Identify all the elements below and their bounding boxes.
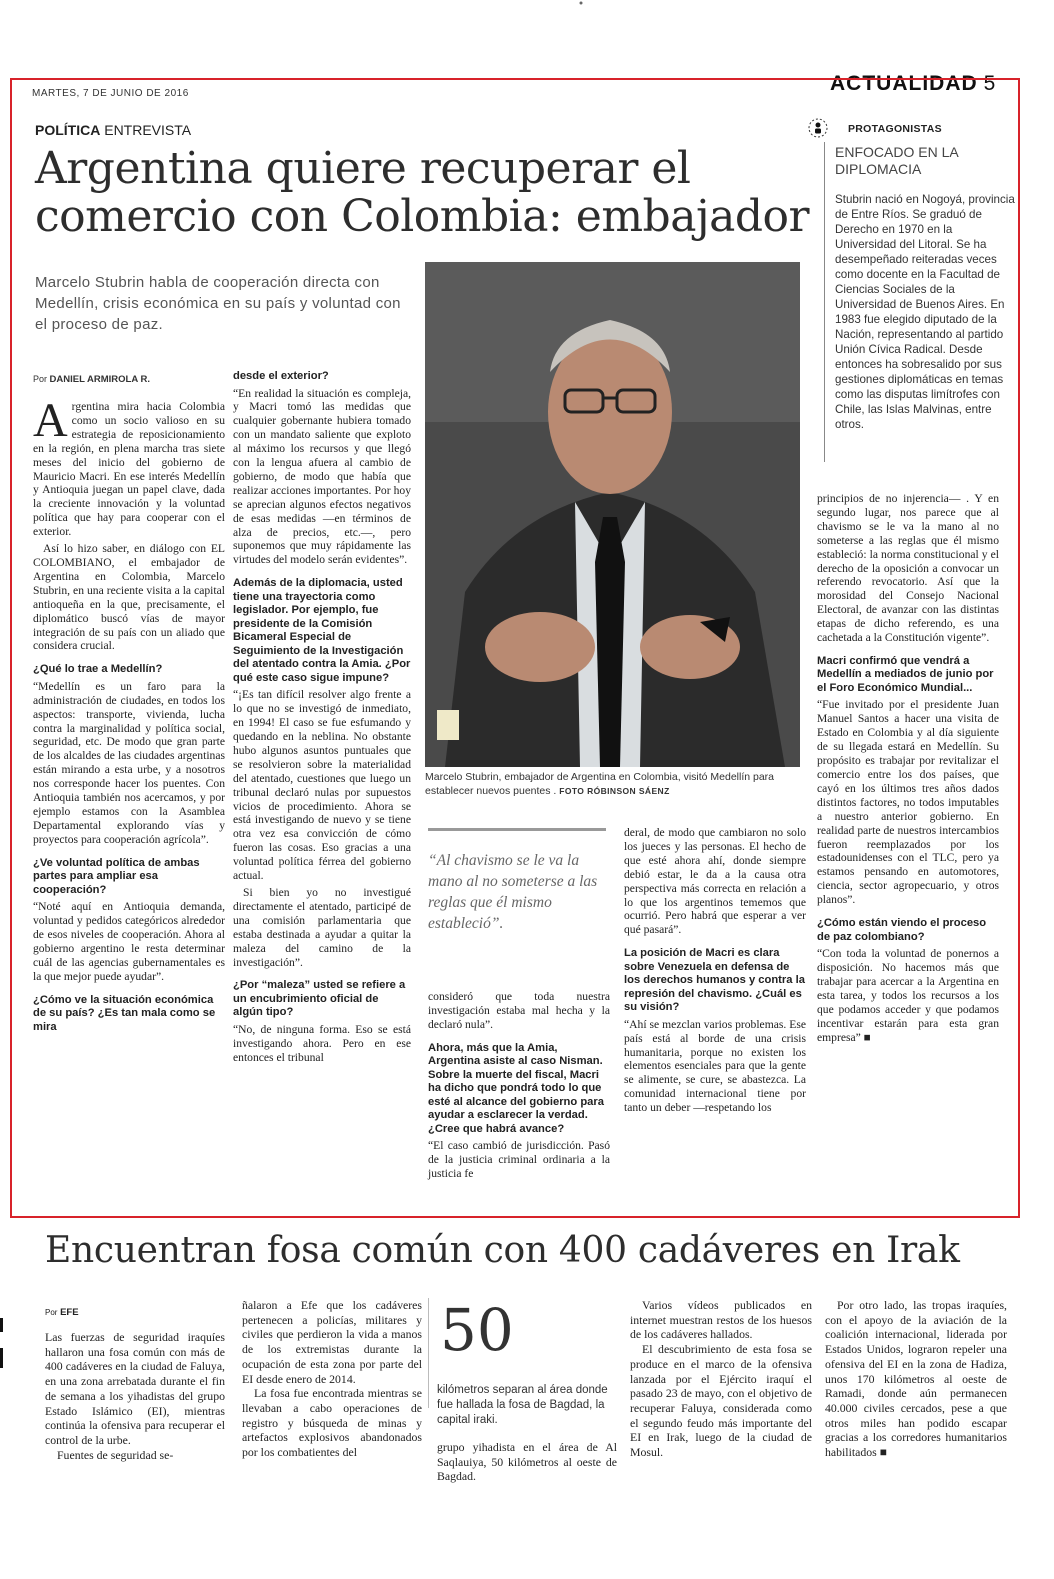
headline-line-1: Argentina quiere recuperar el [35, 143, 691, 194]
byline-author: DANIEL ARMIROLA R. [49, 374, 150, 385]
fact-box-rule [428, 1298, 429, 1408]
pullquote-rule [428, 828, 606, 831]
byline-author: EFE [60, 1307, 79, 1318]
paragraph: Por otro lado, las tropas iraquíes, con el apoyo de la aviación de la coalición internacional, liderada por Estados Unidos, lograron repeler una ofensiva del EI en la zona de Hadiza, unos 170 kilómetros al oeste de Ramadi, donde aún permanecen 40.000 civiles cercados, pese a que otros miles han podido escapar gracias a los corredores humanitarios habilitados ■ [825, 1298, 1007, 1460]
interview-answer: Si bien yo no investigué directamente el atentado, participé de una comisión parlamentaria que estaba destinada a ayudar a quitar la maleza del camino de la investigación”. [233, 885, 411, 969]
section-name: ACTUALIDAD [830, 72, 978, 95]
paragraph: La fosa fue encontrada mientras se llevaban a cabo operaciones de registro y búsqueda de minas y artefactos explosivos abandonados por los combatientes del [242, 1386, 422, 1460]
article-headline [35, 145, 810, 241]
interview-question: desde el exterior? [233, 370, 329, 382]
article-byline [33, 374, 150, 385]
scan-edge-mark [0, 1348, 3, 1368]
article2-byline [45, 1307, 79, 1318]
article2-column-5 [825, 1298, 1007, 1460]
kicker-type: ENTREVISTA [104, 122, 192, 138]
sidebar-rule [824, 142, 825, 462]
interview-answer: consideró que toda nuestra investigación estaba mal hecha y la declaró nula”. [428, 990, 610, 1031]
article-kicker [35, 122, 191, 138]
paragraph: Fuentes de seguridad se- [57, 1447, 174, 1462]
scan-mark [578, 0, 584, 6]
interview-answer: deral, de modo que cambiaron no solo los jueces y las personas. El hecho de que esté ahora ahí, donde siempre debió estar, le da a la causa otra perspectiva más correcta en relación a lo que los argentinos tememos que ocurrió. Pero habrá que esperar a ver qué pasará”. [624, 826, 806, 937]
interview-answer: “Ahí se mezclan varios problemas. Ese país está al borde de una crisis humanitaria, porque no existen los elementos esenciales para que la gente se alimente, se cure, se abastezca. La comunidad internacional tiene por tanto un deber —respetando los [624, 1017, 806, 1115]
article2-column-2 [242, 1298, 422, 1460]
photo-credit: FOTO RÓBINSON SÁENZ [559, 786, 670, 796]
interview-question: Ahora, más que la Amia, Argentina asiste al caso Nisman. Sobre la muerte del fiscal, Macri ha dicho que pondrá todo lo que esté al alcance del gobierno para ayudar a esclarecer la verdad. ¿Cree que habrá avance? [428, 1041, 604, 1135]
article-photo [425, 262, 800, 767]
drop-cap: A [33, 394, 68, 447]
paragraph: grupo yihadista en el área de Al Saqlauiya, 50 kilómetros al oeste de Bagdad. [437, 1440, 617, 1484]
interview-answer: “En realidad la situación es compleja, y Macri tomó las medidas que cualquier gobernante hubiera tomado con un mandato saliente que exploto al máximo los recursos y que llegó con la lengua afuera al cambio de gobierno, de modo que había que realizar acciones importantes. Por hoy se aprecian algunos efectos negativos de esas medidas —en términos de alza de precios, etc.—, pero suponemos que muy rápidamente las virtudes del modelo serán evidentes”. [233, 386, 411, 567]
end-mark: ■ [879, 1445, 887, 1460]
person-icon [808, 118, 828, 138]
interview-answer: principios de no injerencia— . Y en segundo lugar, nos parece que al chavismo se le va la mano al no someterse a las reglas que él mismo estableció: la norma constitucional y el derecho de la oposición a convocar un referendo revocatorio. Así que la morosidad del Consejo Nacional Electoral, de avanzar con las distintas etapas de dicho referendo, es una cachetada a la Constitución vigente”. [817, 492, 999, 645]
article-column-5 [817, 492, 999, 1047]
pullquote: “Al chavismo se le va la mano al no someterse a las reglas que él mismo estableció”. [428, 852, 598, 932]
article-deck: Marcelo Stubrin habla de cooperación directa con Medellín, crisis económica en su país y voluntad con el proceso de paz. [35, 274, 401, 333]
paragraph: Así lo hizo saber, en diálogo con EL COLOMBIANO, el embajador de Argentina en Colombia, Marcelo Stubrin, en una reciente visita a la capital antioqueña en la que, precisamente, el diplomático buscó vías de mayor integración de su país con un aliado que considera crucial. [33, 542, 225, 653]
article-column-3 [428, 990, 610, 1184]
kicker-category: POLÍTICA [35, 122, 101, 138]
interview-question: Además de la diplomacia, usted tiene una trayectoria como legislador. Por ejemplo, fue presidente de la Comisión Bicameral Especial de Seguimiento de la Investigación del atentado contra la Amia. ¿Por qué este caso sigue impune? [233, 577, 411, 684]
sidebar-body: Stubrin nació en Nogoyá, provincia de Entre Ríos. Se graduó de Derecho en 1970 en la Universidad del Litoral. Se ha desempeñado reiteradas veces como docente en la Facultad de Ciencias Sociales de la Universidad de Buenos Aires. En 1983 fue elegido diputado de la Nación, representando al partido Unión Cívica Radical. Desde entonces ha sobresalido por sus gestiones diplomáticas en temas como las disputas limítrofes con Chile, las Islas Malvinas, entre otros. [835, 193, 1015, 431]
article-column-4 [624, 826, 806, 1118]
interview-question: ¿Cómo están viendo el proceso de paz colombiano? [817, 917, 987, 943]
article-column-1 [33, 394, 225, 1037]
photo-portrait [425, 262, 800, 767]
interview-answer: “Noté aquí en Antioquia demanda, voluntad y pedidos categóricos alrededor de esos niveles de cooperación. Ahora al gobierno argentino le resta determinar cuál de las agencias gubernamentales es la que mejor puede ayudar”. [33, 900, 225, 983]
interview-question: ¿Ve voluntad política de ambas partes para ampliar esa cooperación? [33, 856, 200, 896]
paragraph: Varios vídeos publicados en internet muestran restos de los huesos de los cadáveres hallados. [630, 1298, 812, 1342]
fact-number: 50 [440, 1296, 514, 1364]
interview-answer: “El caso cambió de jurisdicción. Pasó de la justicia criminal ordinaria a la justicia fe [428, 1139, 610, 1181]
photo-caption [425, 770, 800, 798]
byline-prefix: Por [45, 1308, 58, 1317]
sidebar-title: ENFOCADO EN LA DIPLOMACIA [835, 144, 958, 177]
caption-text: Marcelo Stubrin, embajador de Argentina en Colombia, visitó Medellín para establecer nuevos puentes . [425, 771, 775, 797]
paragraph: ñalaron a Efe que los cadáveres pertenecen a policías, militares y civiles que perdieron la vida a manos de los extremistas durante la ocupación de esta zona por parte del EI desde enero de 2014. [242, 1298, 422, 1386]
page-number: 5 [983, 72, 997, 95]
interview-answer: “Fue invitado por el presidente Juan Manuel Santos a hacer una visita de Estado en Colombia y al día siguiente de su llegada estará en Medellín. Su propósito es trabajar por revitalizar el comercio entre los dos países, que cayó en los últimos tres años dados distintos factores, no todos imputables a nuestro anterior gobierno. En realidad parte de nuestros intercambios fueron reemplazados por los estadounidenses con el TLC, pero ya estamos pensando en automotores, ciencia, sector agropecuario, y otros planos”. [817, 698, 999, 907]
paragraph: El descubrimiento de esta fosa se produce en el marco de la ofensiva lanzada por el Ejército iraquí el pasado 23 de mayo, con el objetivo de recuperar Faluya, considerada como el segundo feudo más importante del EI en Irak, luego de la ciudad de Mosul. [630, 1342, 812, 1460]
article2-column-1 [45, 1330, 225, 1462]
interview-question: Macri confirmó que vendrá a Medellín a mediados de junio por el Foro Económico Mundial... [817, 654, 994, 694]
interview-answer: “¡Es tan difícil resolver algo frente a lo que no se investigó de inmediato, en 1994! El caso se fue esfumando y quedando en la neblina. No obstante hubo algunos asuntos puntuales que se resolvieron sobre la materialidad del atentado, cuestiones que luego un tribunal declaró nulas por supuestos vicios de procedimiento. Ahora se está investigando de nuevo y se tiene otra vez esa convicción de cómo fueron las cosas. Eso gracias a una voluntad política férrea del gobierno actual. [233, 688, 411, 883]
headline-line-2: comercio con Colombia: embajador [35, 191, 810, 242]
end-mark: ■ [863, 1030, 871, 1044]
interview-question: La posición de Macri es clara sobre Venezuela en defensa de los derechos humanos y contra la represión del chavismo. ¿Cuál es su visión? [624, 947, 805, 1014]
article2-column-3 [437, 1440, 617, 1484]
interview-answer: “Con toda la voluntad de ponernos a disposición. No hacemos más que trabajar para acercar a la Argentina en esta tarea, y todos los recursos a los que podamos acceder y que podamos incentivar estarán para esta gran empresa” ■ [817, 947, 999, 1044]
interview-question: ¿Qué lo trae a Medellín? [33, 663, 163, 676]
interview-answer: “Medellín es un faro para la administración de ciudades, en todos los aspectos: transporte, vivienda, lucha contra la marginalidad y política social, seguridad, etc. De modo que gran parte de los alcaldes de las ciudades argentinas están mirando a esta urbe, y a nosotros nos corresponde hacer los puentes. Con Antioquia también nos acercamos, y por ejemplo estamos con la Asamblea Departamental explorando vías y proyectos para cooperación agrícola”. [33, 679, 225, 846]
interview-question: ¿Por “maleza” usted se refiere a un encubrimiento oficial de algún tipo? [233, 979, 406, 1019]
paragraph: Las fuerzas de seguridad iraquíes hallaron una fosa común con más de 400 cadáveres en la ciudad de Faluya, en una zona arrebatada durante el fin de semana a los yihadistas del grupo Estado Islámico (EI), mientras continúa la ofensiva para recuperar el control de la urbe. [45, 1330, 225, 1447]
page-date: MARTES, 7 DE JUNIO DE 2016 [32, 88, 189, 99]
scan-edge-mark [0, 1318, 3, 1332]
lead-paragraph: Argentina mira hacia Colombia como un socio valioso en su estrategia de reposicionamiento en la región, en plena marcha tras siete meses del inicio del gobierno de Mauricio Macri. En ese interés Medellín y Antioquia juegan un papel clave, dada la creciente innovación y la voluntad política que hay para cooperar con el exterior. [33, 394, 225, 539]
byline-prefix: Por [33, 374, 48, 384]
fact-text: kilómetros separan al área donde fue hallada la fosa de Bagdad, la capital iraki. [437, 1384, 608, 1426]
article-column-2 [233, 370, 411, 1068]
article2-headline: Encuentran fosa común con 400 cadáveres en Irak [45, 1230, 960, 1271]
interview-question: ¿Cómo ve la situación económica de su país? ¿Es tan mala como se mira [33, 993, 216, 1033]
article2-column-4 [630, 1298, 812, 1460]
sidebar-label: PROTAGONISTAS [848, 123, 942, 135]
interview-answer: “No, de ninguna forma. Eso se está investigando ahora. Pero en ese entonces el tribunal [233, 1022, 411, 1064]
